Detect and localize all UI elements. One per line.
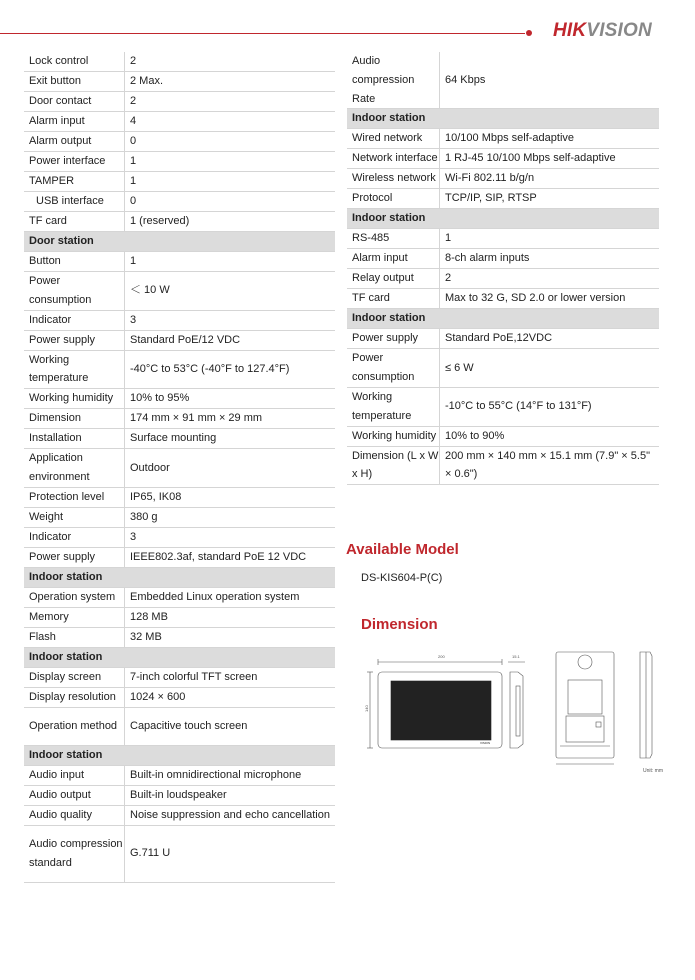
section-title: Indoor station (347, 209, 659, 229)
spec-value: 2 (125, 52, 336, 72)
spec-row (347, 269, 659, 289)
spec-row (347, 52, 659, 109)
spec-row (24, 627, 335, 647)
spec-row (24, 172, 335, 192)
spec-row (24, 507, 335, 527)
spec-row (24, 72, 335, 92)
section-title: Indoor station (347, 109, 659, 129)
spec-value: Capacitive touch screen (125, 707, 336, 745)
spec-row (24, 607, 335, 627)
spec-value: Embedded Linux operation system (125, 587, 336, 607)
spec-value: ＜ 10 W (125, 272, 336, 311)
spec-value: 128 MB (125, 607, 336, 627)
spec-value: 3 (125, 527, 336, 547)
spec-value: 2 (125, 92, 336, 112)
spec-row (347, 387, 659, 426)
spec-label: Power consumption (347, 349, 440, 388)
indoor-station-side (510, 672, 523, 748)
spec-value: Max to 32 G, SD 2.0 or lower version (440, 289, 660, 309)
spec-row (24, 687, 335, 707)
spec-row (24, 527, 335, 547)
spec-row (24, 272, 335, 311)
section-header (347, 109, 659, 129)
spec-value: 10% to 95% (125, 389, 336, 409)
spec-value: 8-ch alarm inputs (440, 249, 660, 269)
spec-label: Alarm output (24, 132, 125, 152)
spec-value: 380 g (125, 507, 336, 527)
hikvision-logo: HIKVISION (553, 20, 652, 41)
spec-label: Alarm input (24, 112, 125, 132)
spec-row (24, 310, 335, 330)
spec-label: Power supply (24, 547, 125, 567)
spec-row (347, 329, 659, 349)
spec-row (24, 112, 335, 132)
spec-label: Power supply (347, 329, 440, 349)
header-rule (0, 33, 525, 34)
section-header (347, 309, 659, 329)
spec-label: TF card (347, 289, 440, 309)
spec-row (347, 129, 659, 149)
section-header (24, 232, 335, 252)
spec-label: Button (24, 252, 125, 272)
spec-label: Indicator (24, 527, 125, 547)
spec-value: 0 (125, 192, 336, 212)
spec-value: Standard PoE/12 VDC (125, 330, 336, 350)
spec-label: TF card (24, 212, 125, 232)
spec-row (347, 349, 659, 388)
spec-label: Wireless network (347, 169, 440, 189)
spec-label: Wired network (347, 129, 440, 149)
spec-row (347, 229, 659, 249)
spec-value: Outdoor (125, 449, 336, 488)
spec-label: Memory (24, 607, 125, 627)
spec-row (347, 289, 659, 309)
section-header (347, 209, 659, 229)
available-model-heading: Available Model (346, 541, 459, 558)
screen-brand-mark: VISION (480, 741, 491, 745)
spec-label: RS-485 (347, 229, 440, 249)
spec-label: Dimension (L x W x H) (347, 446, 440, 485)
spec-value: Standard PoE,12VDC (440, 329, 660, 349)
spec-row (24, 667, 335, 687)
spec-label: Audio compression standard (24, 825, 125, 882)
spec-row (347, 169, 659, 189)
spec-row (24, 487, 335, 507)
width-label: 200 (438, 654, 445, 659)
spec-value: 2 (440, 269, 660, 289)
spec-value: 2 Max. (125, 72, 336, 92)
spec-table-left (24, 52, 335, 883)
spec-value: -10°C to 55°C (14°F to 131°F) (440, 387, 660, 426)
section-header (24, 745, 335, 765)
spec-label: Exit button (24, 72, 125, 92)
spec-value: 1 (440, 229, 660, 249)
spec-row (24, 212, 335, 232)
spec-label: Alarm input (347, 249, 440, 269)
spec-label: USB interface (24, 192, 125, 212)
header-rule-dot (526, 30, 532, 36)
spec-row (24, 805, 335, 825)
spec-row (347, 249, 659, 269)
spec-label: Application environment (24, 449, 125, 488)
spec-value: Built-in loudspeaker (125, 785, 336, 805)
dimension-heading: Dimension (361, 616, 438, 633)
section-header (24, 647, 335, 667)
spec-value: Noise suppression and echo cancellation (125, 805, 336, 825)
spec-value: IEEE802.3af, standard PoE 12 VDC (125, 547, 336, 567)
spec-label: Network interface (347, 149, 440, 169)
spec-label: Audio compression Rate (347, 52, 440, 109)
spec-value: 1 (125, 172, 336, 192)
spec-value: IP65, IK08 (125, 487, 336, 507)
spec-row (24, 252, 335, 272)
spec-row (347, 189, 659, 209)
spec-value: 1 (125, 252, 336, 272)
spec-row (24, 192, 335, 212)
spec-row (24, 409, 335, 429)
spec-row (24, 765, 335, 785)
spec-value: Surface mounting (125, 429, 336, 449)
depth-label: 15.1 (512, 654, 520, 659)
spec-label: Weight (24, 507, 125, 527)
section-title: Indoor station (24, 647, 335, 667)
spec-row (24, 92, 335, 112)
spec-label: Power consumption (24, 272, 125, 311)
spec-row (24, 785, 335, 805)
spec-label: Operation method (24, 707, 125, 745)
spec-value: 200 mm × 140 mm × 15.1 mm (7.9" × 5.5" × 0.6") (440, 446, 660, 485)
dimension-drawing (360, 646, 670, 776)
spec-label: Dimension (24, 409, 125, 429)
section-header (24, 567, 335, 587)
spec-value: -40°C to 53°C (-40°F to 127.4°F) (125, 350, 336, 389)
spec-row (24, 389, 335, 409)
spec-label: Indicator (24, 310, 125, 330)
spec-label: Relay output (347, 269, 440, 289)
spec-row (24, 152, 335, 172)
spec-row (24, 825, 335, 882)
spec-row (24, 330, 335, 350)
spec-row (347, 446, 659, 485)
spec-row (24, 587, 335, 607)
spec-label: Door contact (24, 92, 125, 112)
unit-label: Unit: mm (643, 768, 663, 774)
spec-label: Operation system (24, 587, 125, 607)
spec-value: Built-in omnidirectional microphone (125, 765, 336, 785)
section-title: Indoor station (24, 745, 335, 765)
spec-label: Audio output (24, 785, 125, 805)
spec-label: Audio quality (24, 805, 125, 825)
spec-value: 64 Kbps (440, 52, 660, 109)
section-title: Indoor station (347, 309, 659, 329)
spec-table-right (347, 52, 659, 485)
spec-row (24, 429, 335, 449)
spec-value: 0 (125, 132, 336, 152)
spec-row (347, 426, 659, 446)
spec-value: Wi-Fi 802.11 b/g/n (440, 169, 660, 189)
spec-value: 1 (125, 152, 336, 172)
spec-value: ≤ 6 W (440, 349, 660, 388)
spec-label: Protocol (347, 189, 440, 209)
spec-label: Working temperature (24, 350, 125, 389)
spec-row (24, 350, 335, 389)
spec-value: 1 (reserved) (125, 212, 336, 232)
spec-label: Power supply (24, 330, 125, 350)
spec-label: Display resolution (24, 687, 125, 707)
spec-label: Working humidity (347, 426, 440, 446)
spec-value: TCP/IP, SIP, RTSP (440, 189, 660, 209)
spec-label: Working humidity (24, 389, 125, 409)
spec-label: Audio input (24, 765, 125, 785)
spec-label: Protection level (24, 487, 125, 507)
spec-label: TAMPER (24, 172, 125, 192)
spec-value: 1024 × 600 (125, 687, 336, 707)
spec-value: 32 MB (125, 627, 336, 647)
spec-value: 4 (125, 112, 336, 132)
spec-row (347, 149, 659, 169)
spec-label: Installation (24, 429, 125, 449)
spec-label: Lock control (24, 52, 125, 72)
spec-value: 7-inch colorful TFT screen (125, 667, 336, 687)
spec-value: 1 RJ-45 10/100 Mbps self-adaptive (440, 149, 660, 169)
height-label: 140 (364, 705, 369, 712)
spec-label: Display screen (24, 667, 125, 687)
spec-value: 10% to 90% (440, 426, 660, 446)
spec-row (24, 547, 335, 567)
section-title: Door station (24, 232, 335, 252)
spec-value: 3 (125, 310, 336, 330)
spec-label: Working temperature (347, 387, 440, 426)
spec-value: G.711 U (125, 825, 336, 882)
spec-row (24, 707, 335, 745)
spec-value: 10/100 Mbps self-adaptive (440, 129, 660, 149)
spec-value: 174 mm × 91 mm × 29 mm (125, 409, 336, 429)
model-number: DS-KIS604-P(C) (361, 572, 443, 584)
spec-label: Flash (24, 627, 125, 647)
spec-row (24, 52, 335, 72)
spec-label: Power interface (24, 152, 125, 172)
spec-row (24, 449, 335, 488)
spec-row (24, 132, 335, 152)
section-title: Indoor station (24, 567, 335, 587)
